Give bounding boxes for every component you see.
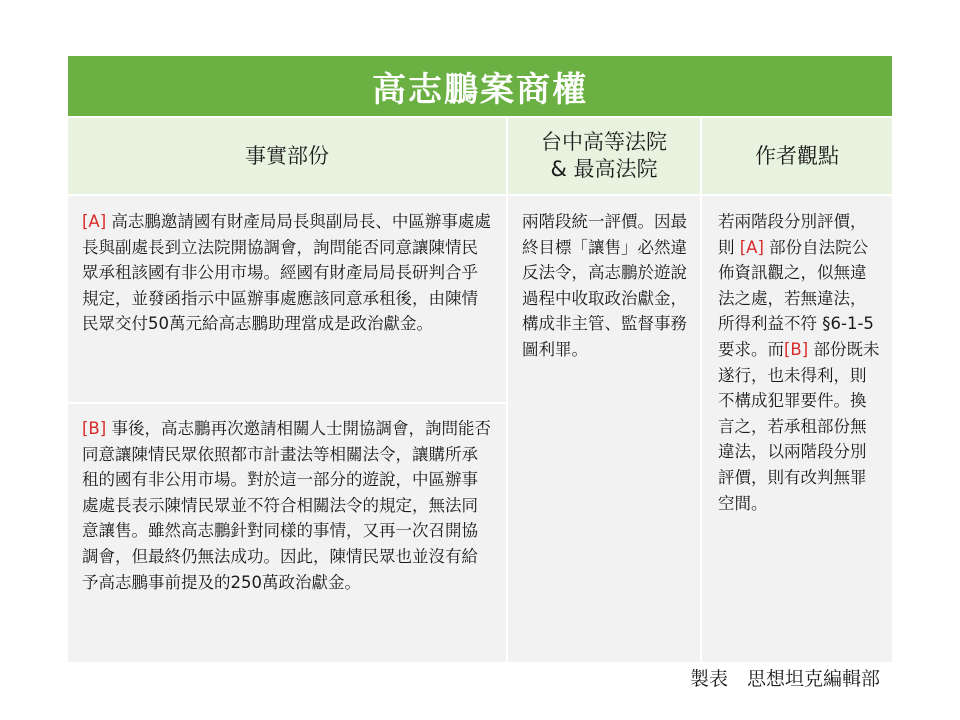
author-text-2: 部份自法院公佈資訊觀之，似無違法之處，若無違法，所得利益不符 §6-1-5要求。而: [718, 237, 874, 359]
author-text-3: 部份既未遂行，也未得利，則不構成犯罪要件。換言之，若承租部份無違法，以兩階段分別評價，則有改判無罪空間。: [718, 339, 880, 513]
facts-cell-a: [68, 196, 506, 402]
tag-a: [A]: [82, 212, 107, 231]
header-court-line1: 台中高等法院: [541, 130, 667, 154]
header-row: [68, 116, 892, 194]
facts-a-text: 高志鵬邀請國有財產局局長與副局長、中區辦事處處長與副處長到立法院開協調會，詢問能否同意讓陳情民眾承租該國有非公用市場。經國有財產局局長研判合乎規定，並發函指示中區辦事處應該同意承租後，由陳情民眾交付50萬元給高志鵬助理當成是政治獻金。: [82, 212, 491, 334]
body-row: [68, 194, 892, 662]
tag-b: [B]: [82, 419, 107, 438]
header-court-line2: & 最高法院: [550, 157, 658, 181]
facts-column: [68, 196, 506, 662]
author-tag-a: [A]: [739, 237, 764, 257]
facts-b-text: 事後，高志鵬再次邀請相關人士開協調會，詢問能否同意讓陳情民眾依照都市計畫法等相關法令，讓購所承租的國有非公用市場。對於這一部分的遊說，中區辦事處處長表示陳情民眾並不符合相關法令的規定，無法同意讓售。雖然高志鵬針對同樣的事情，又再一次召開協調會，但最終仍無法成功。因此，陳情民眾也並沒有給予高志鵬事前提及的250萬政治獻金。: [82, 419, 491, 592]
court-cell: [506, 196, 700, 662]
header-court: [506, 118, 700, 194]
comparison-table: [68, 56, 892, 662]
author-tag-b: [B]: [784, 339, 809, 359]
table-title: 高志鵬案商權: [68, 56, 892, 116]
court-text: 兩階段統一評價。因最終目標「讓售」必然違反法令，高志鵬於遊說過程中收取政治獻金，構成非主管、監督事務圖利罪。: [522, 212, 687, 359]
author-text-1: 若兩階段分別評價，則: [718, 212, 867, 257]
credit-line: 製表 思想坦克編輯部: [689, 668, 880, 690]
header-facts: 事實部份: [245, 143, 329, 168]
facts-cell-b: [68, 404, 506, 662]
header-author: 作者觀點: [700, 118, 892, 194]
author-cell: [700, 196, 892, 662]
